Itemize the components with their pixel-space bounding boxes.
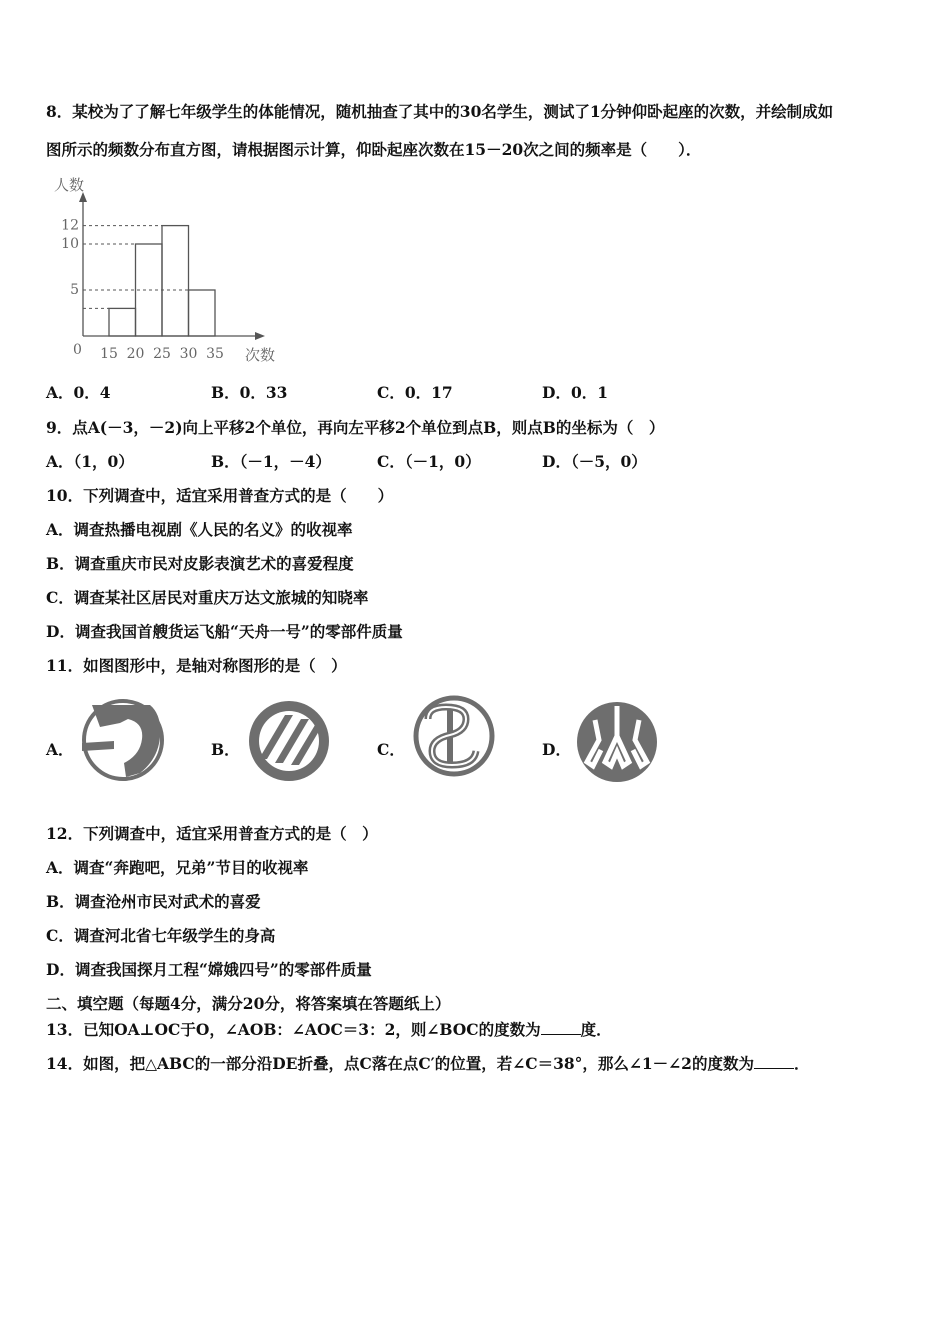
q8-option-a[interactable]: A．0．4 — [46, 383, 111, 402]
q10-option-c[interactable]: C．调查某社区居民对重庆万达文旅城的知晓率 — [46, 588, 369, 607]
x-tick-label: 25 — [153, 346, 171, 362]
q13-text-pre: 13．已知OA⊥OC于O，∠AOB：∠AOC＝3：2，则∠BOC的度数为 — [46, 1020, 541, 1039]
q14-answer-blank[interactable] — [754, 1054, 794, 1069]
x-tick-label: 20 — [126, 346, 145, 362]
histogram-bar — [162, 226, 189, 336]
q9-option-d[interactable]: D．（－5，0） — [542, 452, 647, 471]
q11-logo-a-icon[interactable] — [80, 697, 166, 783]
q12-text: 12．下列调查中，适宜采用普查方式的是（ ） — [46, 824, 378, 843]
q13-text — [46, 1020, 612, 1040]
q9-option-c[interactable]: C．（－1，0） — [377, 452, 481, 471]
q9-option-b[interactable]: B．（－1，－4） — [211, 452, 331, 471]
q11-label-a[interactable]: A． — [46, 740, 74, 759]
histogram-bar — [109, 308, 136, 336]
histogram-chart — [46, 170, 306, 370]
histogram-bar — [189, 290, 216, 336]
q11-label-d[interactable]: D． — [542, 740, 571, 759]
x-axis-label: 次数 — [245, 346, 276, 364]
x-axis-arrow — [255, 332, 265, 340]
q12-option-b[interactable]: B．调查沧州市民对武术的喜爱 — [46, 892, 261, 911]
q10-option-a[interactable]: A．调查热播电视剧《人民的名义》的收视率 — [46, 520, 353, 539]
q12-option-a[interactable]: A．调查“奔跑吧，兄弟”节目的收视率 — [46, 858, 309, 877]
q11-logo-d-icon[interactable] — [575, 700, 659, 784]
q8-option-d[interactable]: D．0．1 — [542, 383, 609, 402]
y-tick-label: 10 — [61, 236, 79, 252]
y-tick-label: 12 — [61, 217, 79, 234]
x-tick-label: 30 — [179, 346, 198, 362]
q8-option-c[interactable]: C．0．17 — [377, 383, 453, 402]
x-tick-label: 35 — [206, 346, 224, 362]
q11-logo-c-icon[interactable] — [410, 695, 498, 777]
q10-option-d[interactable]: D．调查我国首艘货运飞船“天舟一号”的零部件质量 — [46, 622, 403, 641]
q8-option-b[interactable]: B．0．33 — [211, 383, 288, 402]
q14-text-pre: 14．如图，把△ABC的一部分沿DE折叠，点C落在点C′的位置，若∠C＝38°，那么∠1－∠2的度数为 — [46, 1054, 754, 1073]
q14-text — [46, 1054, 809, 1074]
y-tick-label: 5 — [70, 282, 79, 298]
q9-option-a[interactable]: A．（1，0） — [46, 452, 134, 471]
section-heading: 二、填空题（每题4分，满分20分，将答案填在答题纸上） — [46, 994, 451, 1013]
q12-option-c[interactable]: C．调查河北省七年级学生的身高 — [46, 926, 276, 945]
q10-text: 10．下列调查中，适宜采用普查方式的是（ ） — [46, 486, 394, 505]
q11-logo-b-icon[interactable] — [245, 697, 333, 785]
q14-text-post: ． — [793, 1054, 810, 1073]
q11-text: 11．如图图形中，是轴对称图形的是（ ） — [46, 656, 347, 675]
q13-text-post: 度． — [580, 1020, 612, 1039]
x-tick-label: 15 — [100, 346, 118, 362]
q9-text: 9．点A(－3，－2)向上平移2个单位，再向左平移2个单位到点B，则点B的坐标为（ ） — [46, 418, 665, 437]
q13-answer-blank[interactable] — [541, 1020, 581, 1035]
q8-text-line2: 图所示的频数分布直方图，请根据图示计算，仰卧起座次数在15－20次之间的频率是（ ）． — [46, 140, 702, 159]
q10-option-b[interactable]: B．调查重庆市民对皮影表演艺术的喜爱程度 — [46, 554, 354, 573]
origin-label: 0 — [73, 342, 82, 358]
chart-layer — [54, 176, 275, 364]
y-axis-label: 人数 — [54, 176, 85, 194]
q8-text-line1: 8．某校为了了解七年级学生的体能情况，随机抽查了其中的30名学生，测试了1分钟仰卧起座的次数，并绘制成如 — [46, 102, 834, 121]
q11-label-c[interactable]: C． — [377, 740, 405, 759]
q12-option-d[interactable]: D．调查我国探月工程“嫦娥四号”的零部件质量 — [46, 960, 372, 979]
q11-label-b[interactable]: B． — [211, 740, 240, 759]
